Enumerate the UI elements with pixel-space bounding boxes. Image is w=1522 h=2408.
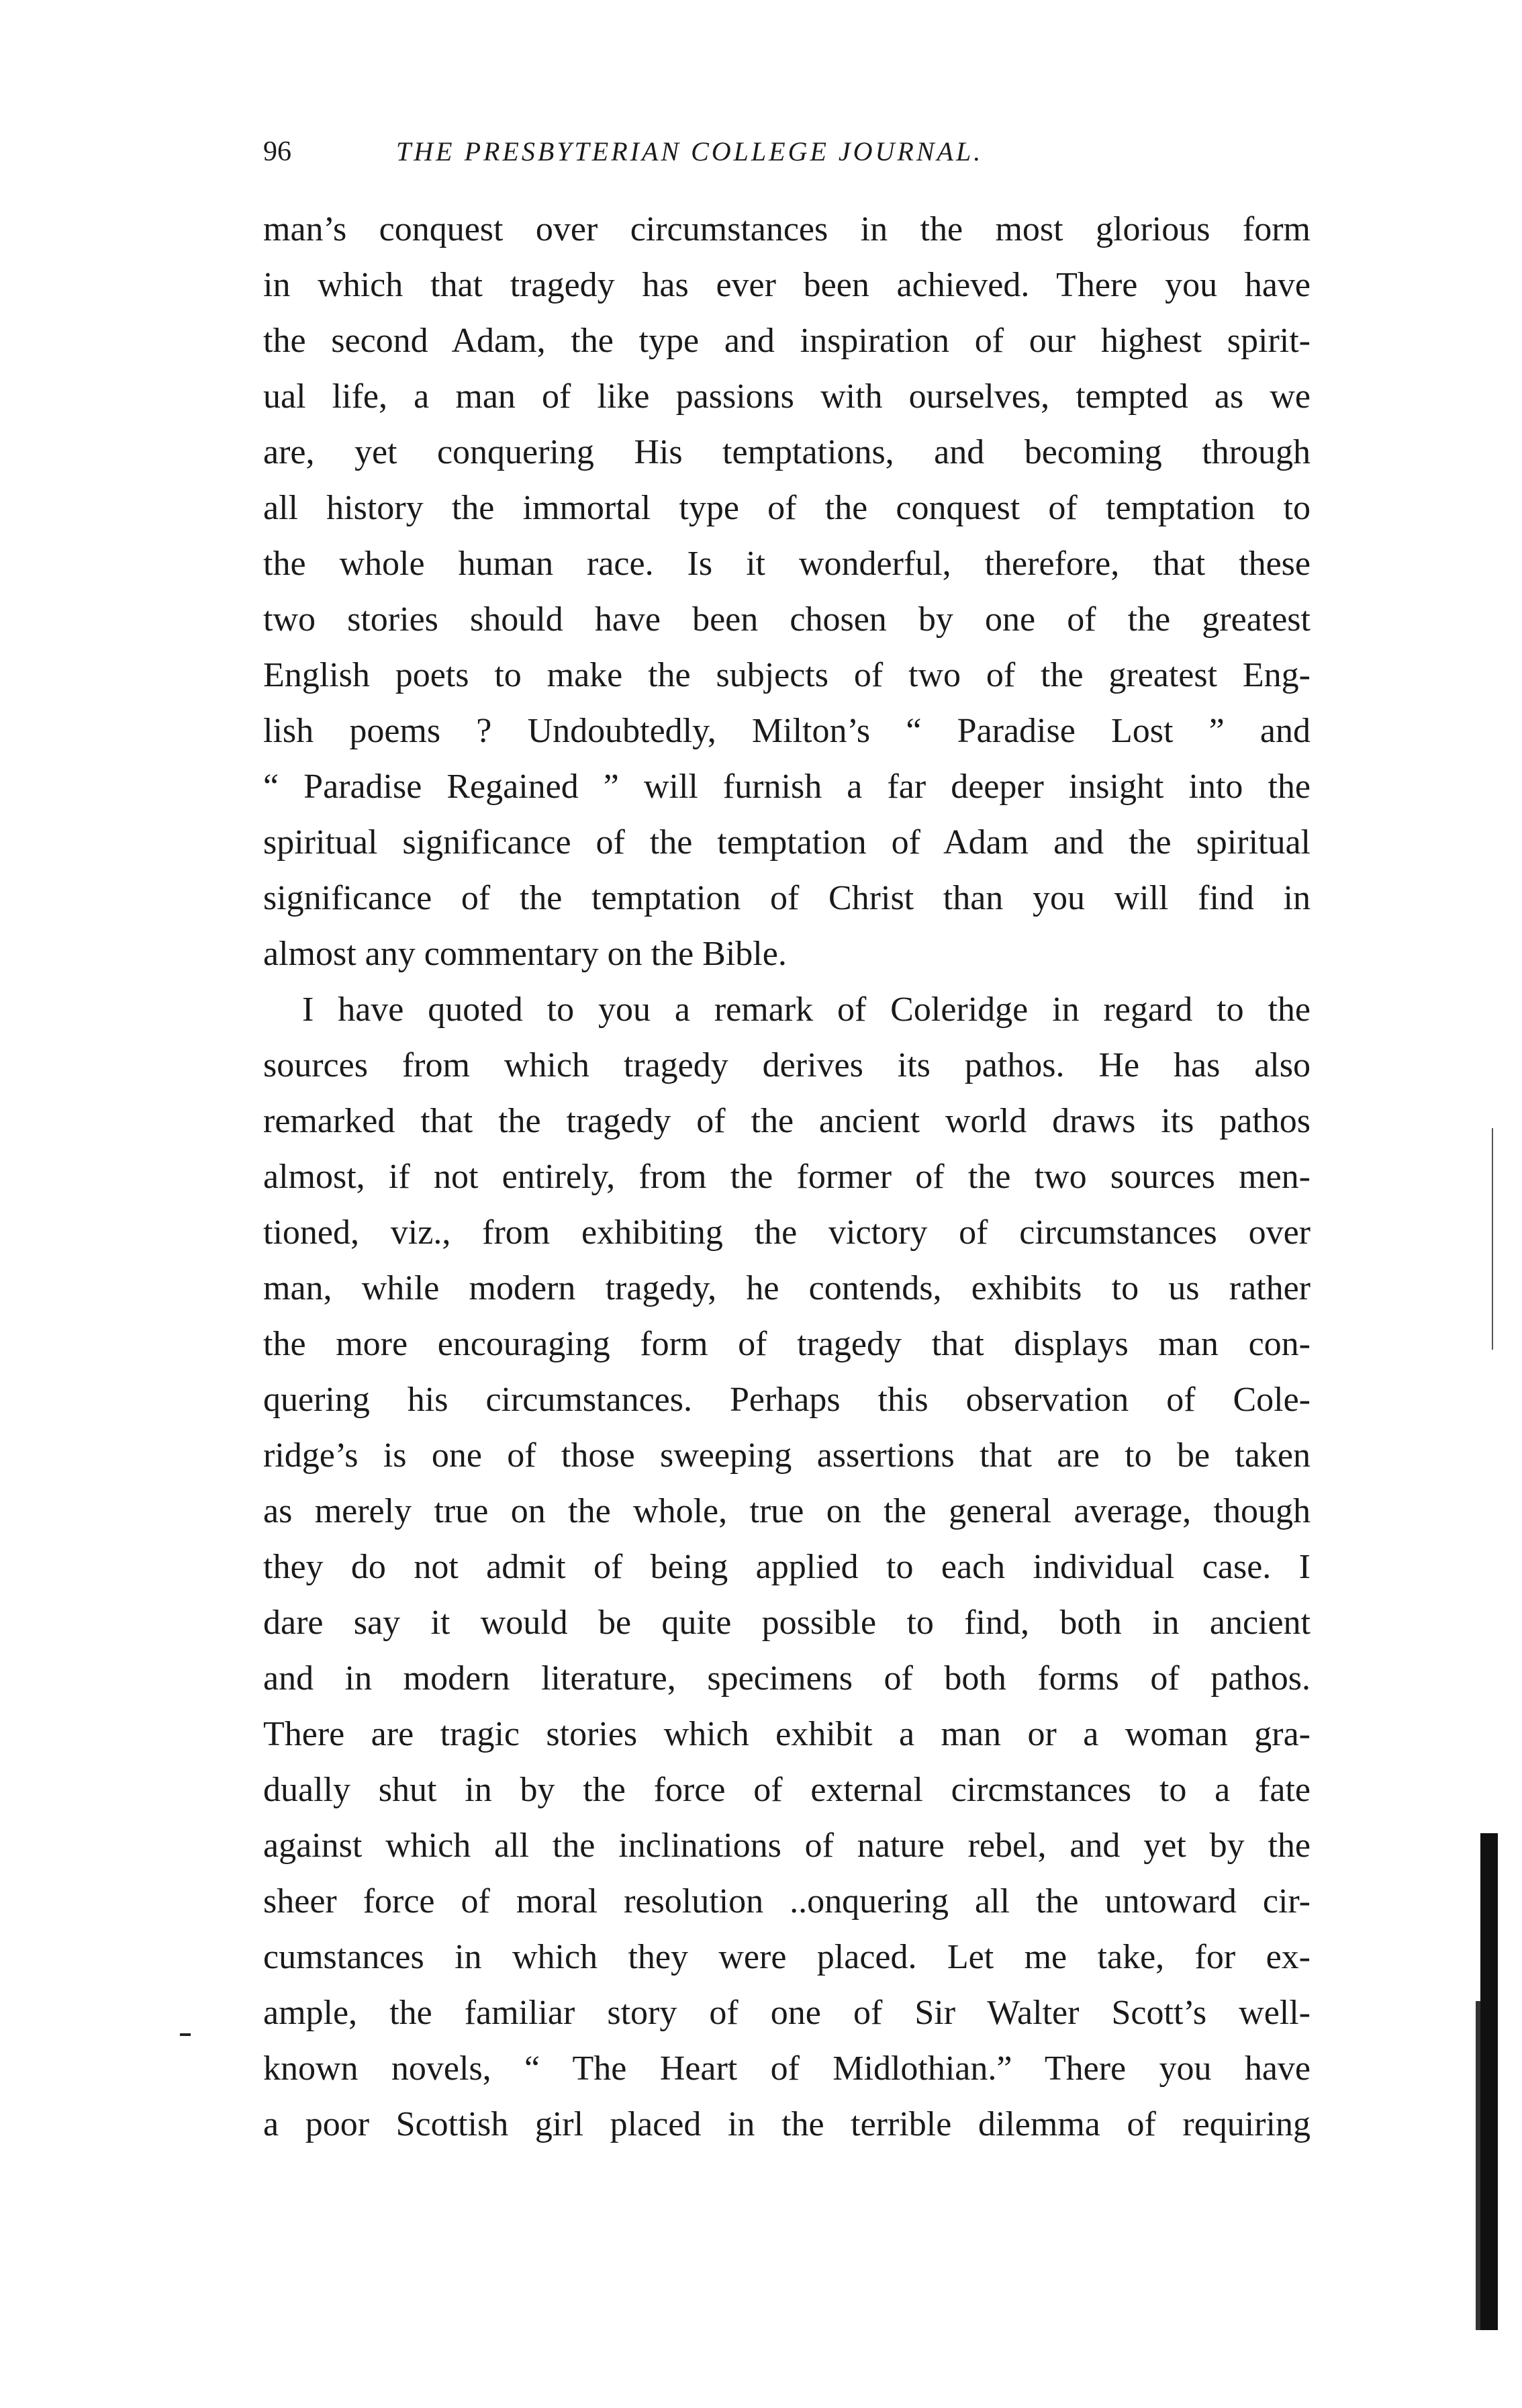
text-line: as merely true on the whole, true on the general average, though bbox=[263, 1492, 1311, 1530]
text-line: “ Paradise Regained ” will furnish a far deeper insight into the bbox=[263, 768, 1311, 806]
scan-edge-bar bbox=[1480, 1833, 1498, 2330]
text-line: dare say it would be quite possible to find, both in ancient bbox=[263, 1604, 1311, 1642]
text-line: There are tragic stories which exhibit a man or a woman gra- bbox=[263, 1715, 1311, 1753]
text-line: in which that tragedy has ever been achieved. There you have bbox=[263, 266, 1311, 304]
text-line: two stories should have been chosen by one of the greatest bbox=[263, 600, 1311, 639]
text-line: remarked that the tragedy of the ancient world draws its pathos bbox=[263, 1102, 1311, 1140]
text-line: and in modern literature, specimens of both forms of pathos. bbox=[263, 1659, 1311, 1698]
page-header bbox=[263, 132, 1311, 172]
margin-mark bbox=[180, 2033, 191, 2036]
paragraph-end-line: almost any commentary on the Bible. bbox=[263, 935, 787, 973]
text-line: ridge’s is one of those sweeping assertions that are to be taken bbox=[263, 1436, 1311, 1475]
body-text bbox=[263, 201, 1311, 2152]
text-line: the whole human race. Is it wonderful, therefore, that these bbox=[263, 545, 1311, 583]
page-number: 96 bbox=[263, 136, 291, 167]
text-line: sheer force of moral resolution ..onquering all the untoward cir- bbox=[263, 1882, 1311, 1920]
text-line: the second Adam, the type and inspiration of our highest spirit- bbox=[263, 322, 1311, 360]
text-line: ual life, a man of like passions with ourselves, tempted as we bbox=[263, 377, 1311, 416]
text-line: quering his circumstances. Perhaps this observation of Cole- bbox=[263, 1381, 1311, 1419]
text-line: English poets to make the subjects of two of the greatest Eng- bbox=[263, 656, 1311, 694]
text-line: the more encouraging form of tragedy that displays man con- bbox=[263, 1325, 1311, 1363]
text-line: against which all the inclinations of nature rebel, and yet by the bbox=[263, 1826, 1311, 1865]
text-line: ample, the familiar story of one of Sir Walter Scott’s well- bbox=[263, 1994, 1311, 2032]
text-line: are, yet conquering His temptations, and becoming through bbox=[263, 433, 1311, 471]
text-line: cumstances in which they were placed. Let me take, for ex- bbox=[263, 1938, 1311, 1976]
text-line: man’s conquest over circumstances in the most glorious form bbox=[263, 210, 1311, 248]
text-line: they do not admit of being applied to each individual case. I bbox=[263, 1548, 1311, 1586]
text-line: almost, if not entirely, from the former of the two sources men- bbox=[263, 1158, 1311, 1196]
running-title: THE PRESBYTERIAN COLLEGE JOURNAL. bbox=[396, 136, 984, 167]
text-line: tioned, viz., from exhibiting the victory of circumstances over bbox=[263, 1213, 1311, 1252]
text-line: dually shut in by the force of external circmstances to a fate bbox=[263, 1771, 1311, 1809]
text-line: sources from which tragedy derives its pathos. He has also bbox=[263, 1046, 1311, 1084]
text-line: lish poems ? Undoubtedly, Milton’s “ Paradise Lost ” and bbox=[263, 712, 1311, 750]
text-line: all history the immortal type of the conquest of temptation to bbox=[263, 489, 1311, 527]
text-line: a poor Scottish girl placed in the terrible dilemma of requiring bbox=[263, 2105, 1311, 2143]
text-line: man, while modern tragedy, he contends, exhibits to us rather bbox=[263, 1269, 1311, 1307]
text-line: significance of the temptation of Christ than you will find in bbox=[263, 879, 1311, 917]
text-line: known novels, “ The Heart of Midlothian.” There you have bbox=[263, 2049, 1311, 2088]
scan-edge-line bbox=[1492, 1128, 1493, 1350]
text-line: spiritual significance of the temptation of Adam and the spiritual bbox=[263, 823, 1311, 862]
paragraph-start-line: I have quoted to you a remark of Coleridge in regard to the bbox=[302, 990, 1311, 1029]
